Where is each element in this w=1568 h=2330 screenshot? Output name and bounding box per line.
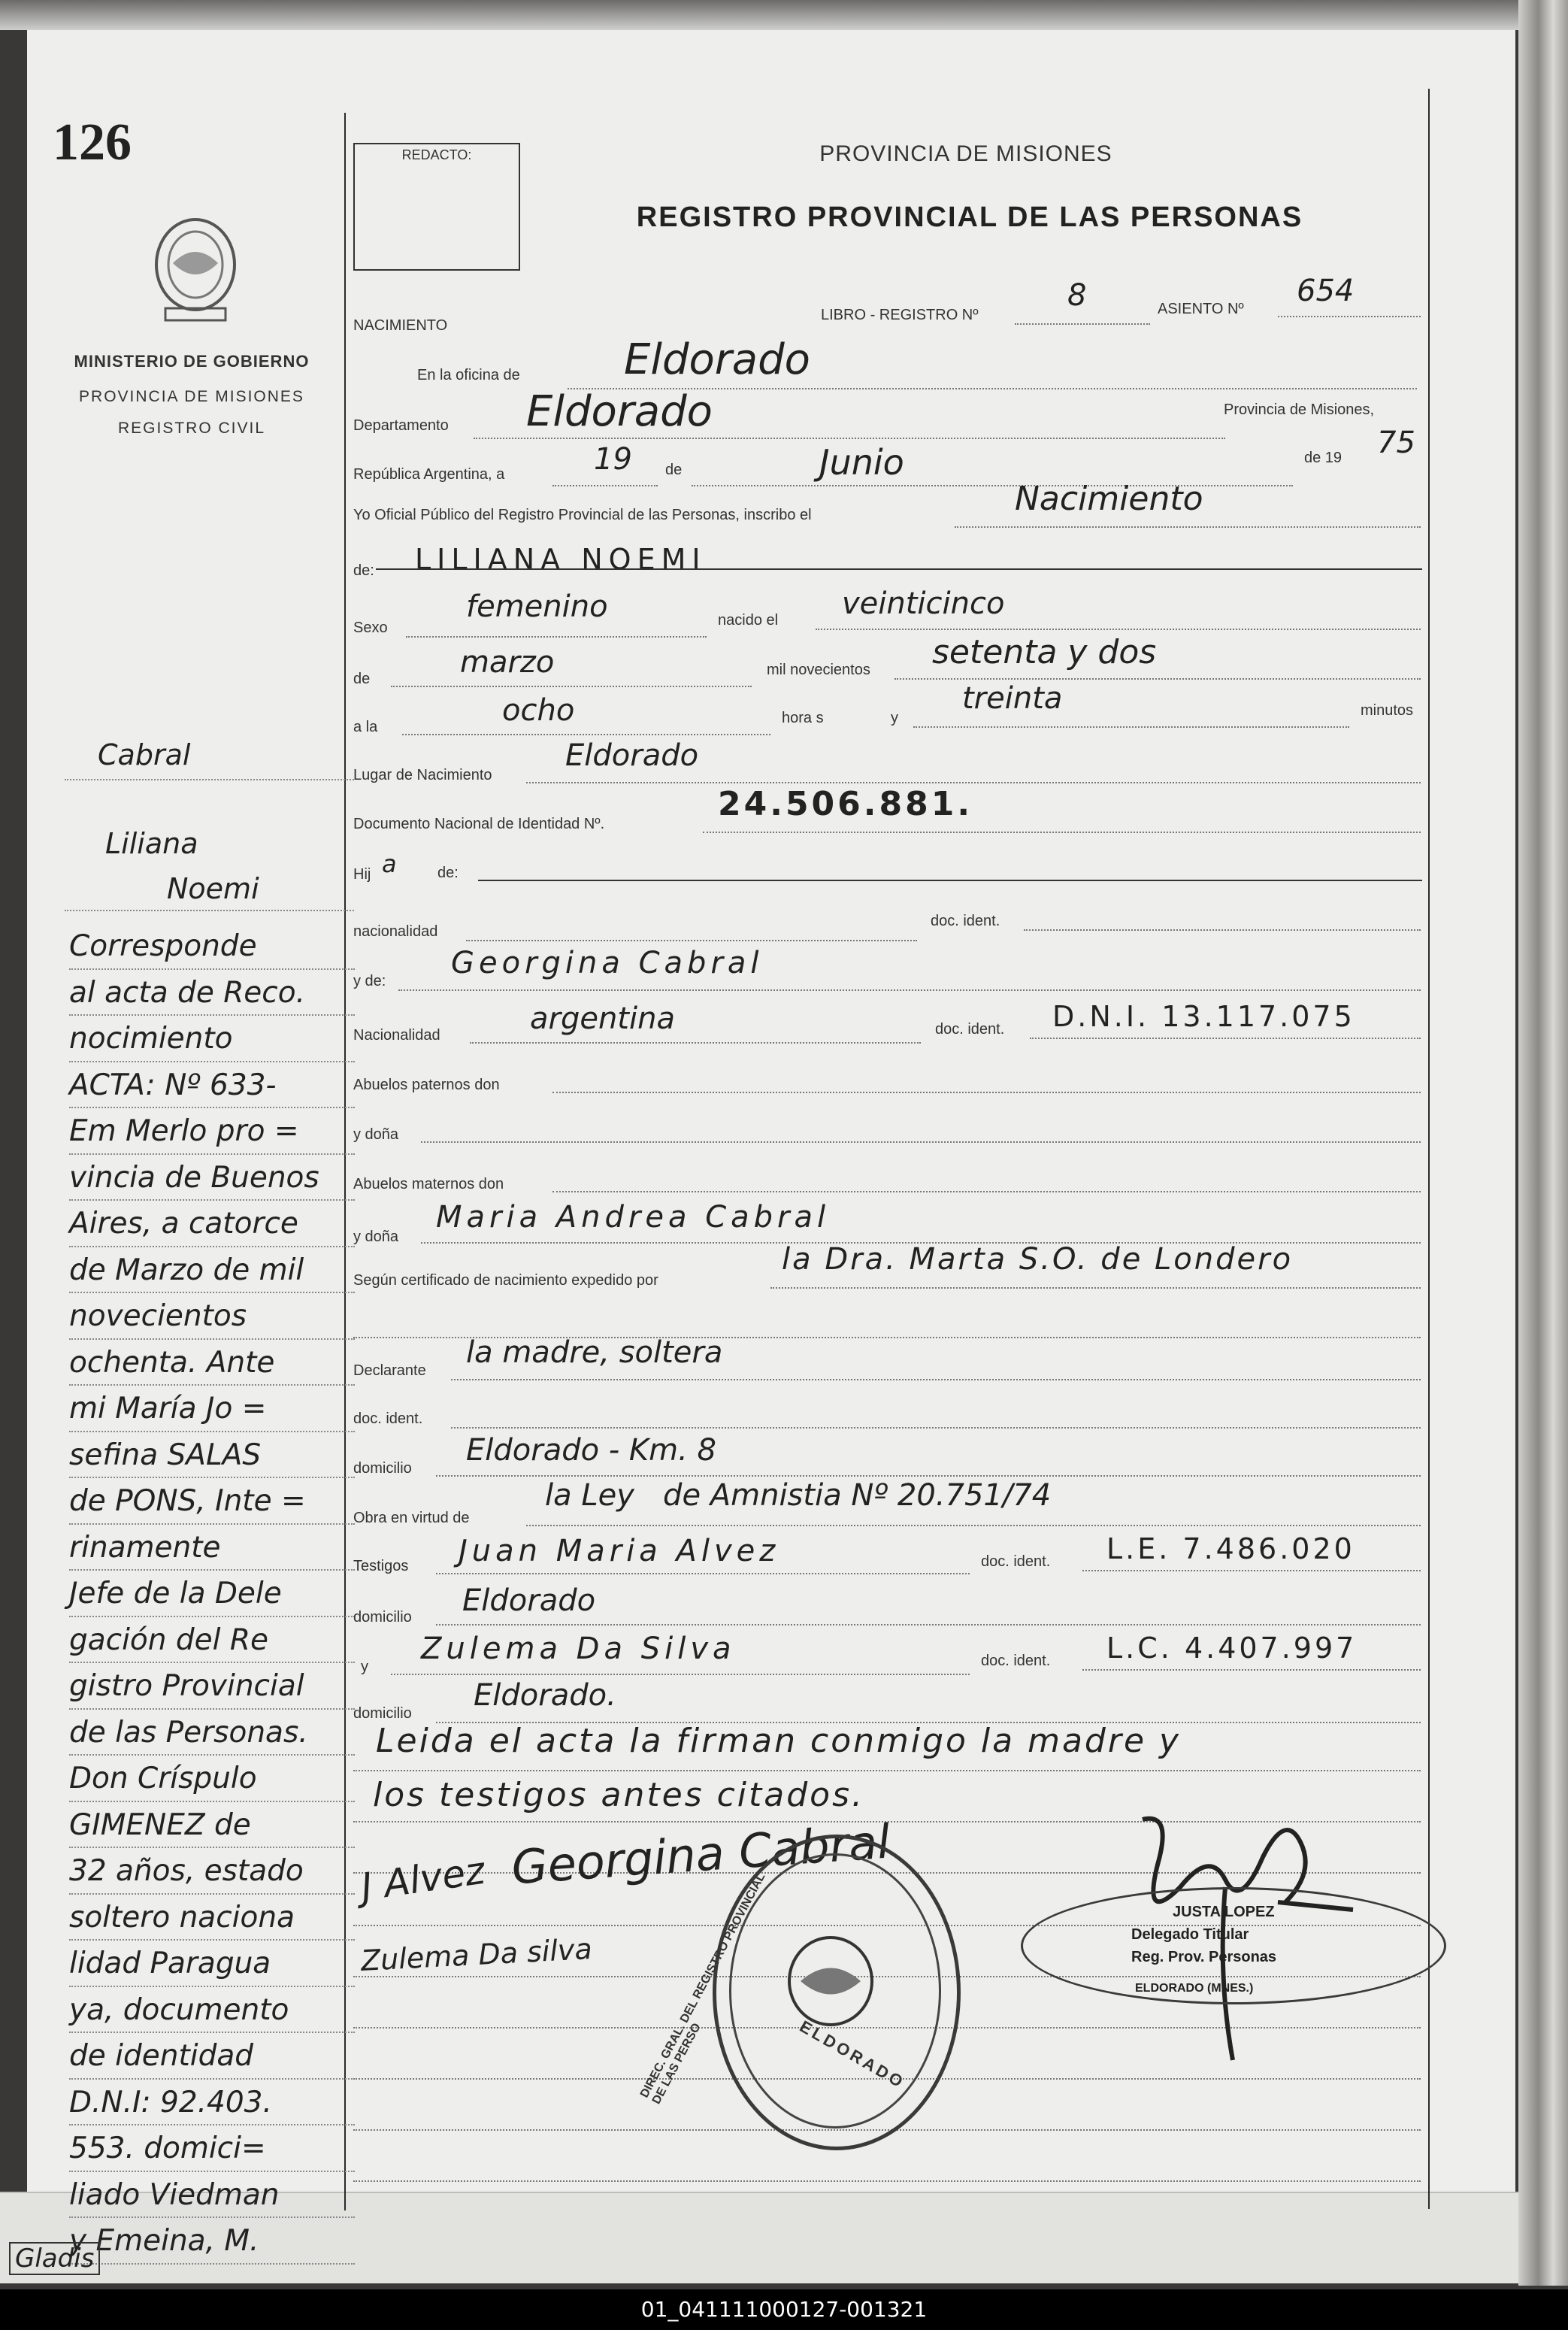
doc-ident4-label: doc. ident. — [981, 1553, 1051, 1570]
field-line — [478, 880, 1422, 881]
folio-number: 126 — [53, 114, 132, 171]
margin-note-line: al acta de Reco. — [69, 970, 355, 1017]
nacionalidad-label: nacionalidad — [353, 923, 438, 940]
field-line — [436, 1624, 1421, 1626]
departamento-label: Departamento — [353, 417, 449, 434]
signature-zulema: Zulema Da silva — [360, 1932, 593, 1978]
nacionalidad-madre-value: argentina — [530, 1001, 675, 1036]
margin-note-line: Don Críspulo — [69, 1756, 355, 1802]
domicilio2-label: domicilio — [353, 1609, 412, 1626]
domicilio3-label: domicilio — [353, 1705, 412, 1722]
de2-label: de — [353, 671, 371, 687]
field-line — [552, 1191, 1421, 1192]
field-line — [1024, 929, 1421, 931]
margin-note-line: y Emeina, M. — [69, 2218, 355, 2265]
oficial-text: Yo Oficial Público del Registro Provincial de las Personas, inscribo el — [353, 507, 812, 523]
margin-note-line: ochenta. Ante — [69, 1340, 355, 1386]
abuelos-mat-label: Abuelos maternos don — [353, 1176, 504, 1192]
margin-rule — [65, 779, 354, 780]
page-edge — [1518, 0, 1568, 2286]
field-line — [955, 526, 1421, 528]
margin-note-line: de Marzo de mil — [69, 1247, 355, 1294]
hij-label: Hij — [353, 866, 371, 883]
header-province: PROVINCIA DE MISIONES — [819, 141, 1112, 166]
lugar-value: Eldorado — [565, 738, 699, 773]
certificado-label: Según certificado de nacimiento expedido por — [353, 1272, 658, 1289]
margin-apellido: Cabral — [98, 738, 191, 771]
field-line — [1278, 316, 1421, 317]
field-line — [470, 1042, 921, 1044]
ministry-province: PROVINCIA DE MISIONES — [79, 388, 304, 405]
field-line — [770, 1287, 1421, 1289]
margin-note-line: de PONS, Inte = — [69, 1478, 355, 1525]
bottom-margin-name: Gladis — [9, 2242, 100, 2275]
margin-note-line: sefina SALAS — [69, 1432, 355, 1479]
margin-note-line: GIMENEZ de — [69, 1802, 355, 1849]
nombre-value: LILIANA NOEMI — [415, 543, 707, 576]
field-line — [526, 1525, 1421, 1526]
margin-note-line: de identidad — [69, 2033, 355, 2080]
ministry-name: MINISTERIO DE GOBIERNO — [74, 352, 310, 371]
closing-line-1: Leida el acta la firman conmigo la madre y — [376, 1722, 1182, 1760]
mil-label: mil novecientos — [767, 662, 870, 678]
domicilio-value: Eldorado - Km. 8 — [466, 1433, 717, 1468]
coat-of-arms-icon — [143, 211, 248, 331]
acto-value: Nacimiento — [1015, 480, 1203, 518]
minutos-letras-value: treinta — [962, 681, 1063, 716]
margin-note-line: ya, documento — [69, 1987, 355, 2034]
field-line — [1082, 1570, 1421, 1571]
field-line — [391, 1674, 970, 1675]
abuelos-pat-label: Abuelos paternos don — [353, 1077, 500, 1093]
libro-label: LIBRO - REGISTRO Nº — [821, 307, 979, 323]
declarante-value: la madre, soltera — [466, 1335, 723, 1370]
doc-ident3-label: doc. ident. — [353, 1410, 423, 1427]
doc-ident2-label: doc. ident. — [935, 1021, 1005, 1038]
certificado-value: la Dra. Marta S.O. de Londero — [782, 1242, 1294, 1277]
margin-note-line: lidad Paragua — [69, 1941, 355, 1987]
mes-value: Junio — [819, 442, 904, 483]
yde-label: y de: — [353, 973, 386, 989]
field-line — [421, 1141, 1421, 1143]
margin-note-line: gistro Provincial — [69, 1663, 355, 1710]
hora-label: hora s — [782, 710, 824, 726]
margin-nombre-1: Liliana — [105, 827, 198, 860]
margin-recognition-note — [69, 923, 355, 2265]
testigo1-doc-value: L.E. 7.486.020 — [1106, 1532, 1355, 1565]
official-stamp-line3: Reg. Prov. Personas — [1131, 1949, 1277, 1965]
dia-letras-value: veinticinco — [842, 586, 1005, 621]
redacto-label: REDACTO: — [401, 147, 472, 162]
obra-value: la Ley de Amnistia Nº 20.751/74 — [545, 1478, 1052, 1513]
margin-note-line: rinamente — [69, 1525, 355, 1571]
ydona2-label: y doña — [353, 1229, 399, 1245]
testigo2-dom-value: Eldorado. — [474, 1678, 616, 1713]
image-caption: 01_041111000127-001321 — [0, 2289, 1568, 2330]
redacto-box — [353, 143, 520, 271]
field-line — [552, 1092, 1421, 1093]
field-line — [552, 485, 658, 486]
doc-ident-label: doc. ident. — [931, 913, 1000, 929]
asiento-label: ASIENTO Nº — [1158, 301, 1244, 317]
nacido-label: nacido el — [718, 612, 779, 629]
obra-label: Obra en virtud de — [353, 1510, 470, 1526]
round-seal-text: DIREC. GRAL. DEL REGISTRO PROVINCIAL DE LAS PERSO — [637, 1871, 768, 2107]
margin-note-line: liado Viedman — [69, 2172, 355, 2219]
hij-suffix: a — [382, 850, 397, 878]
nacionalidad2-label: Nacionalidad — [353, 1027, 440, 1044]
margin-note-line: Corresponde — [69, 923, 355, 970]
doc-ident5-label: doc. ident. — [981, 1653, 1051, 1669]
y-label: y — [891, 710, 898, 726]
sexo-label: Sexo — [353, 620, 388, 636]
mes-nac-value: marzo — [460, 645, 555, 680]
anio-letras-value: setenta y dos — [932, 633, 1157, 671]
sexo-value: femenino — [466, 589, 608, 624]
minutos-label: minutos — [1361, 702, 1414, 719]
testigos-label: Testigos — [353, 1558, 409, 1574]
scan-top-shadow — [0, 0, 1568, 30]
oficina-value: Eldorado — [624, 335, 810, 384]
testigo1-dom-value: Eldorado — [462, 1583, 596, 1618]
field-line — [1030, 1038, 1421, 1039]
field-line — [391, 686, 752, 687]
margin-note-line: Jefe de la Dele — [69, 1571, 355, 1617]
field-line — [913, 726, 1349, 728]
margin-note-line: ACTA: Nº 633- — [69, 1062, 355, 1109]
field-line — [526, 782, 1421, 783]
abuela-materna-value: Maria Andrea Cabral — [436, 1200, 831, 1235]
official-stamp-line1: JUSTA LOPEZ — [1173, 1904, 1275, 1920]
republica-label: República Argentina, a — [353, 466, 505, 483]
nombre-label: de: — [353, 562, 374, 579]
lugar-label: Lugar de Nacimiento — [353, 767, 492, 783]
seal-emblem-icon — [782, 1932, 879, 2030]
anio-value: 75 — [1377, 426, 1415, 460]
header-registry: REGISTRO PROVINCIAL DE LAS PERSONAS — [636, 201, 1303, 233]
margin-nombre-2: Noemi — [167, 872, 259, 905]
field-line — [402, 734, 770, 735]
margin-note-line: gación del Re — [69, 1617, 355, 1664]
de-label: de — [665, 462, 683, 478]
madre-value: Georgina Cabral — [451, 946, 764, 980]
field-line — [466, 940, 917, 941]
testigo2-value: Zulema Da Silva — [421, 1632, 736, 1666]
field-line — [703, 832, 1421, 833]
doc-madre-value: D.N.I. 13.117.075 — [1052, 1000, 1355, 1033]
record-type-label: NACIMIENTO — [353, 317, 448, 334]
official-stamp-line2: Delegado Titular — [1131, 1926, 1249, 1943]
name-underline — [376, 568, 1422, 570]
field-line — [398, 989, 1421, 991]
margin-note-line: nocimiento — [69, 1016, 355, 1062]
margin-note-line: mi María Jo = — [69, 1386, 355, 1432]
y2-label: y — [361, 1659, 368, 1675]
margin-note-line: D.N.I: 92.403. — [69, 2080, 355, 2126]
margin-note-line: 32 años, estado — [69, 1848, 355, 1895]
margin-note-line: novecientos — [69, 1293, 355, 1340]
signature-alvez: J Alvez — [358, 1848, 488, 1910]
field-line — [436, 1475, 1421, 1477]
margin-note-line: Aires, a catorce — [69, 1201, 355, 1247]
dni-value: 24.506.881. — [718, 785, 973, 823]
field-line — [353, 2180, 1421, 2182]
closing-line-2: los testigos antes citados. — [373, 1776, 865, 1814]
margin-note-line: soltero naciona — [69, 1895, 355, 1941]
margin-note-line: Em Merlo pro = — [69, 1108, 355, 1155]
column-rule-right — [1428, 89, 1430, 2209]
field-line — [1082, 1669, 1421, 1671]
margin-rule — [65, 910, 354, 911]
domicilio-label: domicilio — [353, 1460, 412, 1477]
signature-georgina: Georgina Cabral — [510, 1813, 892, 1895]
asiento-value: 654 — [1297, 274, 1355, 308]
margin-note-line: de las Personas. — [69, 1710, 355, 1756]
provincia-label: Provincia de Misiones, — [1224, 401, 1375, 418]
libro-value: 8 — [1067, 278, 1087, 313]
official-stamp-line4: ELDORADO (MNES.) — [1135, 1982, 1254, 1995]
field-line — [451, 1427, 1421, 1429]
testigo1-value: Juan Maria Alvez — [459, 1534, 780, 1568]
field-line — [474, 438, 1225, 439]
testigo2-doc-value: L.C. 4.407.997 — [1106, 1632, 1358, 1665]
ala-label: a la — [353, 719, 378, 735]
dni-label: Documento Nacional de Identidad Nº. — [353, 816, 605, 832]
hora-letras-value: ocho — [502, 693, 575, 728]
ministry-office: REGISTRO CIVIL — [117, 420, 266, 437]
field-line — [436, 1573, 970, 1574]
field-line — [1015, 323, 1150, 325]
field-line — [406, 636, 707, 638]
oficina-label: En la oficina de — [417, 367, 520, 383]
margin-note-line: 553. domici= — [69, 2125, 355, 2172]
field-line — [816, 629, 1421, 630]
de3-label: de: — [437, 865, 459, 881]
margin-note-line: vincia de Buenos — [69, 1155, 355, 1201]
anio-label: de 19 — [1304, 450, 1342, 466]
round-seal-city: ELDORADO — [796, 2016, 909, 2092]
field-line — [894, 678, 1421, 680]
field-line — [353, 1770, 1421, 1771]
declarante-label: Declarante — [353, 1362, 426, 1379]
dia-value: 19 — [594, 442, 632, 477]
field-line — [451, 1379, 1421, 1380]
ydona-label: y doña — [353, 1126, 399, 1143]
departamento-value: Eldorado — [526, 387, 713, 436]
